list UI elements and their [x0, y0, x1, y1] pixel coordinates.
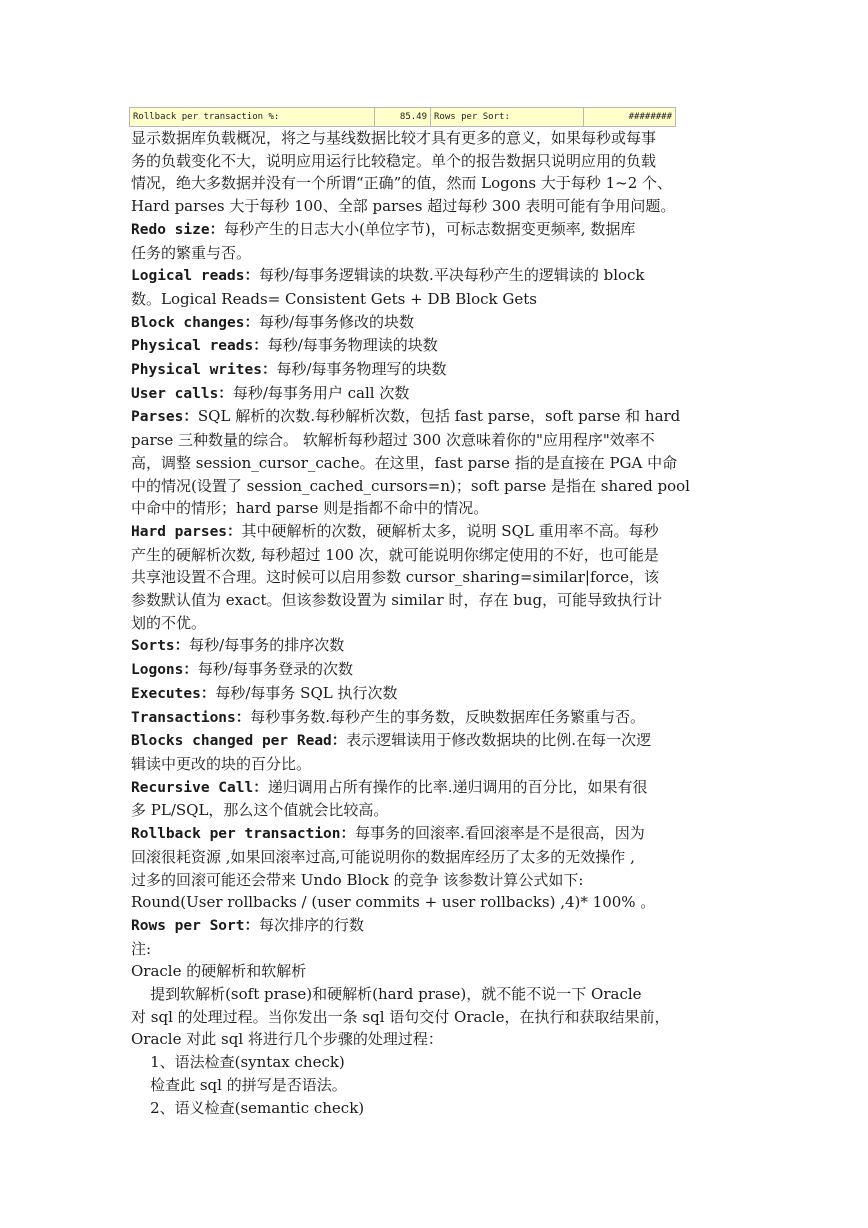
definition-paragraph	[131, 311, 741, 335]
term-label: Executes：	[131, 685, 216, 702]
paragraph-text: 每秒/每事务 SQL 执行次数	[215, 683, 398, 702]
paragraph-text: 注:	[131, 939, 152, 958]
paragraph-text: 每秒/每事务用户 call 次数	[232, 383, 410, 402]
term-label: Sorts：	[131, 638, 190, 655]
term-label: Recursive Call：	[131, 779, 268, 796]
rollback-per-transaction-label: Rollback per transaction %:	[130, 108, 375, 127]
definition-paragraph	[131, 218, 741, 264]
paragraph-text: 每秒/每事务修改的块数	[259, 312, 415, 331]
paragraph-text: Oracle 的硬解析和软解析	[131, 962, 307, 981]
text-paragraph	[131, 983, 741, 1051]
paragraph-text: 2、语义检查(semantic check)	[131, 1098, 365, 1117]
term-label: Blocks changed per Read：	[131, 733, 347, 750]
paragraph-text: SQL 解析的次数.每秒解析次数，包括 fast parse，soft parse 和 hard parse 三种数量的综合。 软解析每秒超过 300 次意味着你的"应用程序"效率不 高，调整 session_cursor_cache。在这里，fast parse 指的是直接在 PGA 中命 中的情况(设置了 session_cached_cursors=n)；soft parse 是指在 shared pool 中命中的情形；hard parse 则是指都不命中的情况。	[131, 407, 690, 518]
paragraph-text: 每次排序的行数	[259, 915, 365, 934]
definition-paragraph	[131, 706, 741, 730]
term-label: Block changes：	[131, 314, 259, 331]
definition-paragraph	[131, 358, 741, 382]
paragraph-text: 每秒/每事务物理写的块数	[276, 360, 447, 379]
term-label: Transactions：	[131, 709, 251, 726]
term-label: Physical reads：	[131, 338, 268, 355]
document-body	[131, 127, 741, 1119]
definition-paragraph	[131, 334, 741, 358]
term-label: Redo size：	[131, 221, 225, 238]
paragraph-text: 每秒/每事务登录的次数	[197, 660, 353, 679]
term-label: Hard parses：	[131, 523, 242, 540]
rows-per-sort-label: Rows per Sort:	[431, 108, 584, 127]
definition-paragraph	[131, 520, 741, 635]
text-paragraph	[131, 1074, 741, 1097]
text-paragraph	[131, 938, 741, 961]
paragraph-text: 递归调用占所有操作的比率.递归调用的百分比，如果有很 多 PL/SQL，那么这个值就会比较高。	[131, 777, 648, 820]
definition-paragraph	[131, 776, 741, 822]
paragraph-text: 提到软解析(soft prase)和硬解析(hard prase)，就不能不说一下 Oracle 对 sql 的处理过程。当你发出一条 sql 语句交付 Oracle，在执行和获取结果前， Oracle 对此 sql 将进行几个步骤的处理过程：	[131, 985, 670, 1049]
paragraph-text: 每秒/每事务物理读的块数	[267, 336, 438, 355]
paragraph-text: 其中硬解析的次数，硬解析太多，说明 SQL 重用率不高。每秒 产生的硬解析次数, 每秒超过 100 次，就可能说明你绑定使用的不好，也可能是 共享池设置不合理。这时候可以启用参数 cursor_sharing=similar|force，该 参数默认值为 exact。但该参数设置为 similar 时，存在 bug，可能导致执行计 划的不优。	[131, 521, 663, 632]
definition-paragraph	[131, 822, 741, 914]
statistics-row	[130, 108, 676, 127]
definition-paragraph	[131, 382, 741, 406]
text-paragraph	[131, 1051, 741, 1074]
term-label: Physical writes：	[131, 362, 277, 379]
paragraph-text: 每秒事务数.每秒产生的事务数，反映数据库任务繁重与否。	[250, 707, 646, 726]
text-paragraph	[131, 960, 741, 983]
paragraph-text: 显示数据库负载概况，将之与基线数据比较才具有更多的意义，如果每秒或每事 务的负载变化不大，说明应用运行比较稳定。单个的报告数据只说明应用的负载 情况，绝大多数据并没有一个所谓“正确”的值，然而 Logons 大于每秒 1~2 个、 Hard parses 大于每秒 100、全部 parses 超过每秒 300 表明可能有争用问题。	[131, 129, 676, 216]
statistics-table	[129, 107, 676, 127]
definition-paragraph	[131, 634, 741, 658]
definition-paragraph	[131, 658, 741, 682]
paragraph-text: 表示逻辑读用于修改数据块的比例.在每一次逻 辑读中更改的块的百分比。	[131, 731, 652, 773]
term-label: Logical reads：	[131, 268, 259, 285]
paragraph-text: 检查此 sql 的拼写是否语法。	[131, 1075, 347, 1094]
text-paragraph	[131, 127, 741, 218]
definition-paragraph	[131, 264, 741, 310]
definition-paragraph	[131, 405, 741, 520]
paragraph-text: 每秒产生的日志大小(单位字节)，可标志数据变更频率, 数据库 任务的繁重与否。	[131, 219, 636, 262]
term-label: Rows per Sort：	[131, 917, 259, 934]
term-label: Logons：	[131, 662, 198, 679]
paragraph-text: 每秒/每事务逻辑读的块数.平决每秒产生的逻辑读的 block 数。Logical Reads= Consistent Gets + DB Block Gets	[131, 266, 645, 308]
text-paragraph	[131, 1097, 741, 1120]
definition-paragraph	[131, 729, 741, 775]
definition-paragraph	[131, 682, 741, 706]
rollback-per-transaction-value: 85.49	[375, 108, 431, 127]
term-label: User calls：	[131, 385, 233, 402]
term-label: Parses：	[131, 409, 198, 426]
definition-paragraph	[131, 914, 741, 938]
rows-per-sort-value: ########	[584, 108, 676, 127]
paragraph-text: 1、语法检查(syntax check)	[131, 1053, 345, 1072]
paragraph-text: 每秒/每事务的排序次数	[189, 636, 345, 655]
paragraph-text: 每事务的回滚率.看回滚率是不是很高，因为 回滚很耗资源 ,如果回滚率过高,可能说明你的数据库经历了太多的无效操作 , 过多的回滚可能还会带来 Undo Block 的竞争 该参数计算公式如下: Round(User rollbacks / (user commits + user rollbacks) ,4)* 100% 。	[131, 824, 656, 912]
term-label: Rollback per transaction：	[131, 826, 356, 843]
